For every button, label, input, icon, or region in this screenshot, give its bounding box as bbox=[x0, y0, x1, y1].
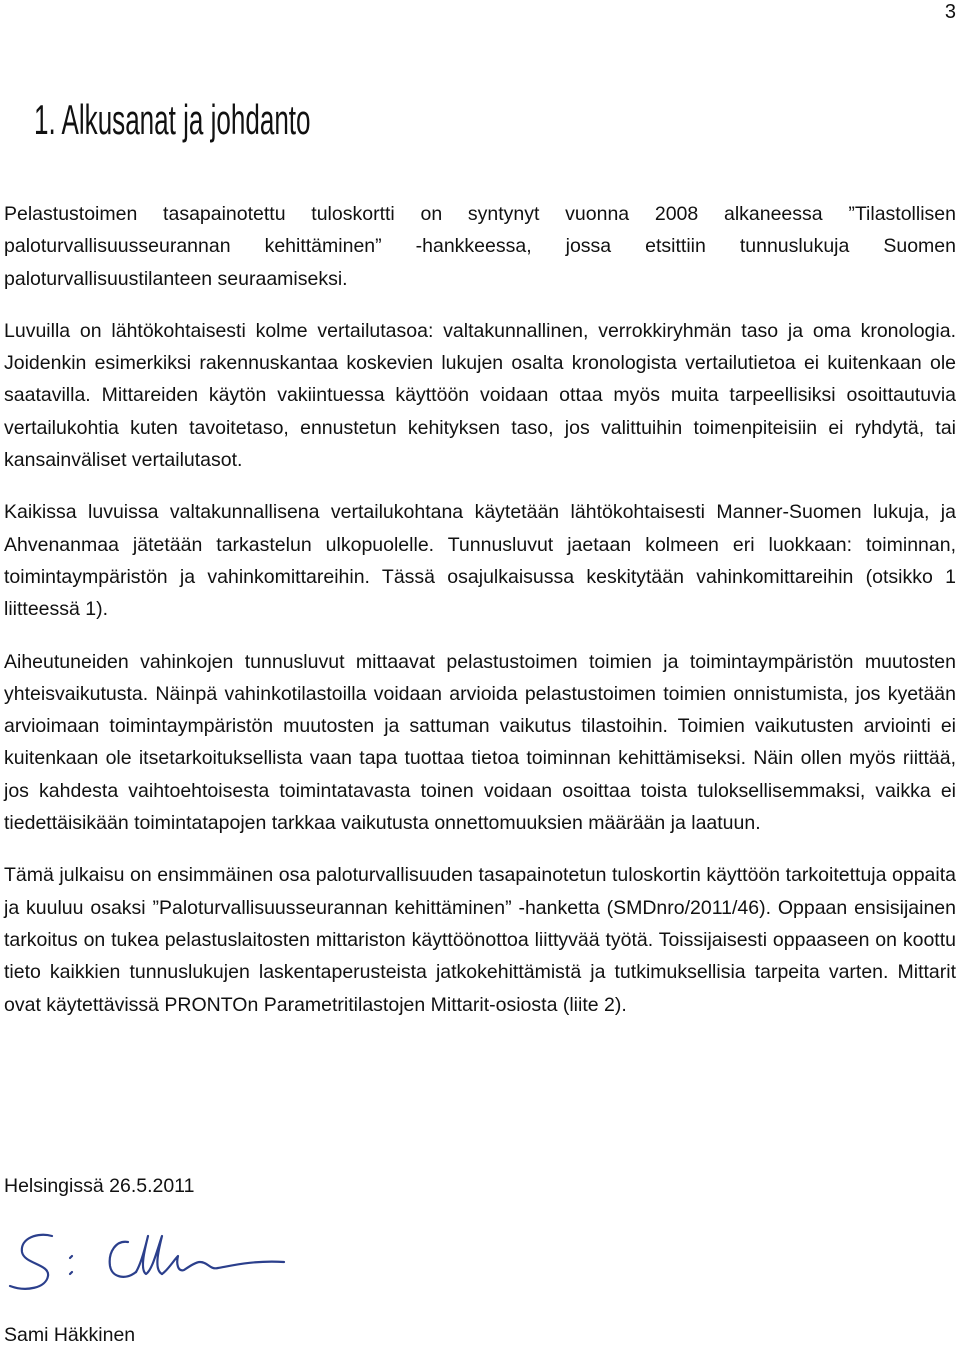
body-text bbox=[4, 198, 956, 1041]
place-and-date: Helsingissä 26.5.2011 bbox=[4, 1175, 195, 1197]
page-number: 3 bbox=[944, 1, 956, 23]
handwritten-signature bbox=[4, 1222, 294, 1304]
paragraph-national-reference: Kaikissa luvuissa valtakunnallisena vertailukohtana käytetään lähtökohtaisesti Manner-Suomen lukuja, ja Ahvenanmaa jätetään tarkastelun ulkopuolelle. Tunnusluvut jaetaan kolmeen eri luokkaan: toiminnan, toimintaympäristön ja vahinkomittareihin. Tässä osajulkaisussa keskitytään vahinkomittareihin (otsikko 1 liitteessä 1). bbox=[4, 501, 956, 621]
paragraph-damage-indicators: Aiheutuneiden vahinkojen tunnusluvut mittaavat pelastustoimen toimien ja toimintaympäristön muutosten yhteisvaikutusta. Näinpä vahinkotilastoilla voidaan arvioida pelastustoimen toimien onnistumista, jos kyetään arvioimaan toimintaympäristön muutosten ja sattuman vaikutus tilastoihin. Toimien vaikutusten arviointi ei kuitenkaan ole itsetarkoituksellista vaan tapa tuottaa tietoa toiminnan kehittämiseksi. Näin ollen myös riittää, jos kahdesta vaihtoehtoisesta toimintatavasta toinen voidaan osoittaa toista tuloksellisemmaksi, vaikka ei tiedettäisikään toimintatapojen tarkkaa vaikutusta onnettomuuksien määrään ja laatuun. bbox=[4, 650, 956, 835]
section-heading: 1. Alkusanat ja johdanto bbox=[34, 96, 311, 143]
paragraph-intro: Pelastustoimen tasapainotettu tuloskortti on syntynyt vuonna 2008 alkaneessa ”Tilastollisen paloturvallisuusseurannan kehittäminen” -hankkeessa, jossa etsittiin tunnuslukuja Suomen paloturvallisuustilanteen seuraamiseksi. bbox=[4, 203, 956, 290]
paragraph-publication-purpose: Tämä julkaisu on ensimmäinen osa paloturvallisuuden tasapainotetun tuloskortin käyttöön tarkoitettuja oppaita ja kuuluu osaksi ”Paloturvallisuusseurannan kehittäminen” -hanketta (SMDnro/2011/46). Oppaan ensisijainen tarkoitus on tukea pelastuslaitosten mittariston käyttöönottoa liittyvää työtä. Toissijaisesti oppaaseen on koottu tieto kaikkien tunnuslukujen laskentaperusteista jatkokehittämistä ja tutkimuksellisia tarpeita varten. Mittarit ovat käytettävissä PRONTOn Parametritilastojen Mittarit-osiosta (liite 2). bbox=[4, 864, 956, 1016]
signer-name: Sami Häkkinen bbox=[4, 1324, 136, 1346]
paragraph-comparison-levels: Luvuilla on lähtökohtaisesti kolme vertailutasoa: valtakunnallinen, verrokkiryhmän taso ja oma kronologia. Joidenkin esimerkiksi rakennuskantaa koskevien lukujen osalta kronologista vertailutietoa ei kuitenkaan ole saatavilla. Mittareiden käytön vakiintuessa käyttöön voidaan ottaa myös muita tarpeellisiksi osoittautuvia vertailukohtia kuten tavoitetaso, ennustetun kehityksen taso, jos valittuihin toimenpiteisiin ei ryhdytä, tai kansainväliset vertailutasot. bbox=[4, 319, 956, 472]
